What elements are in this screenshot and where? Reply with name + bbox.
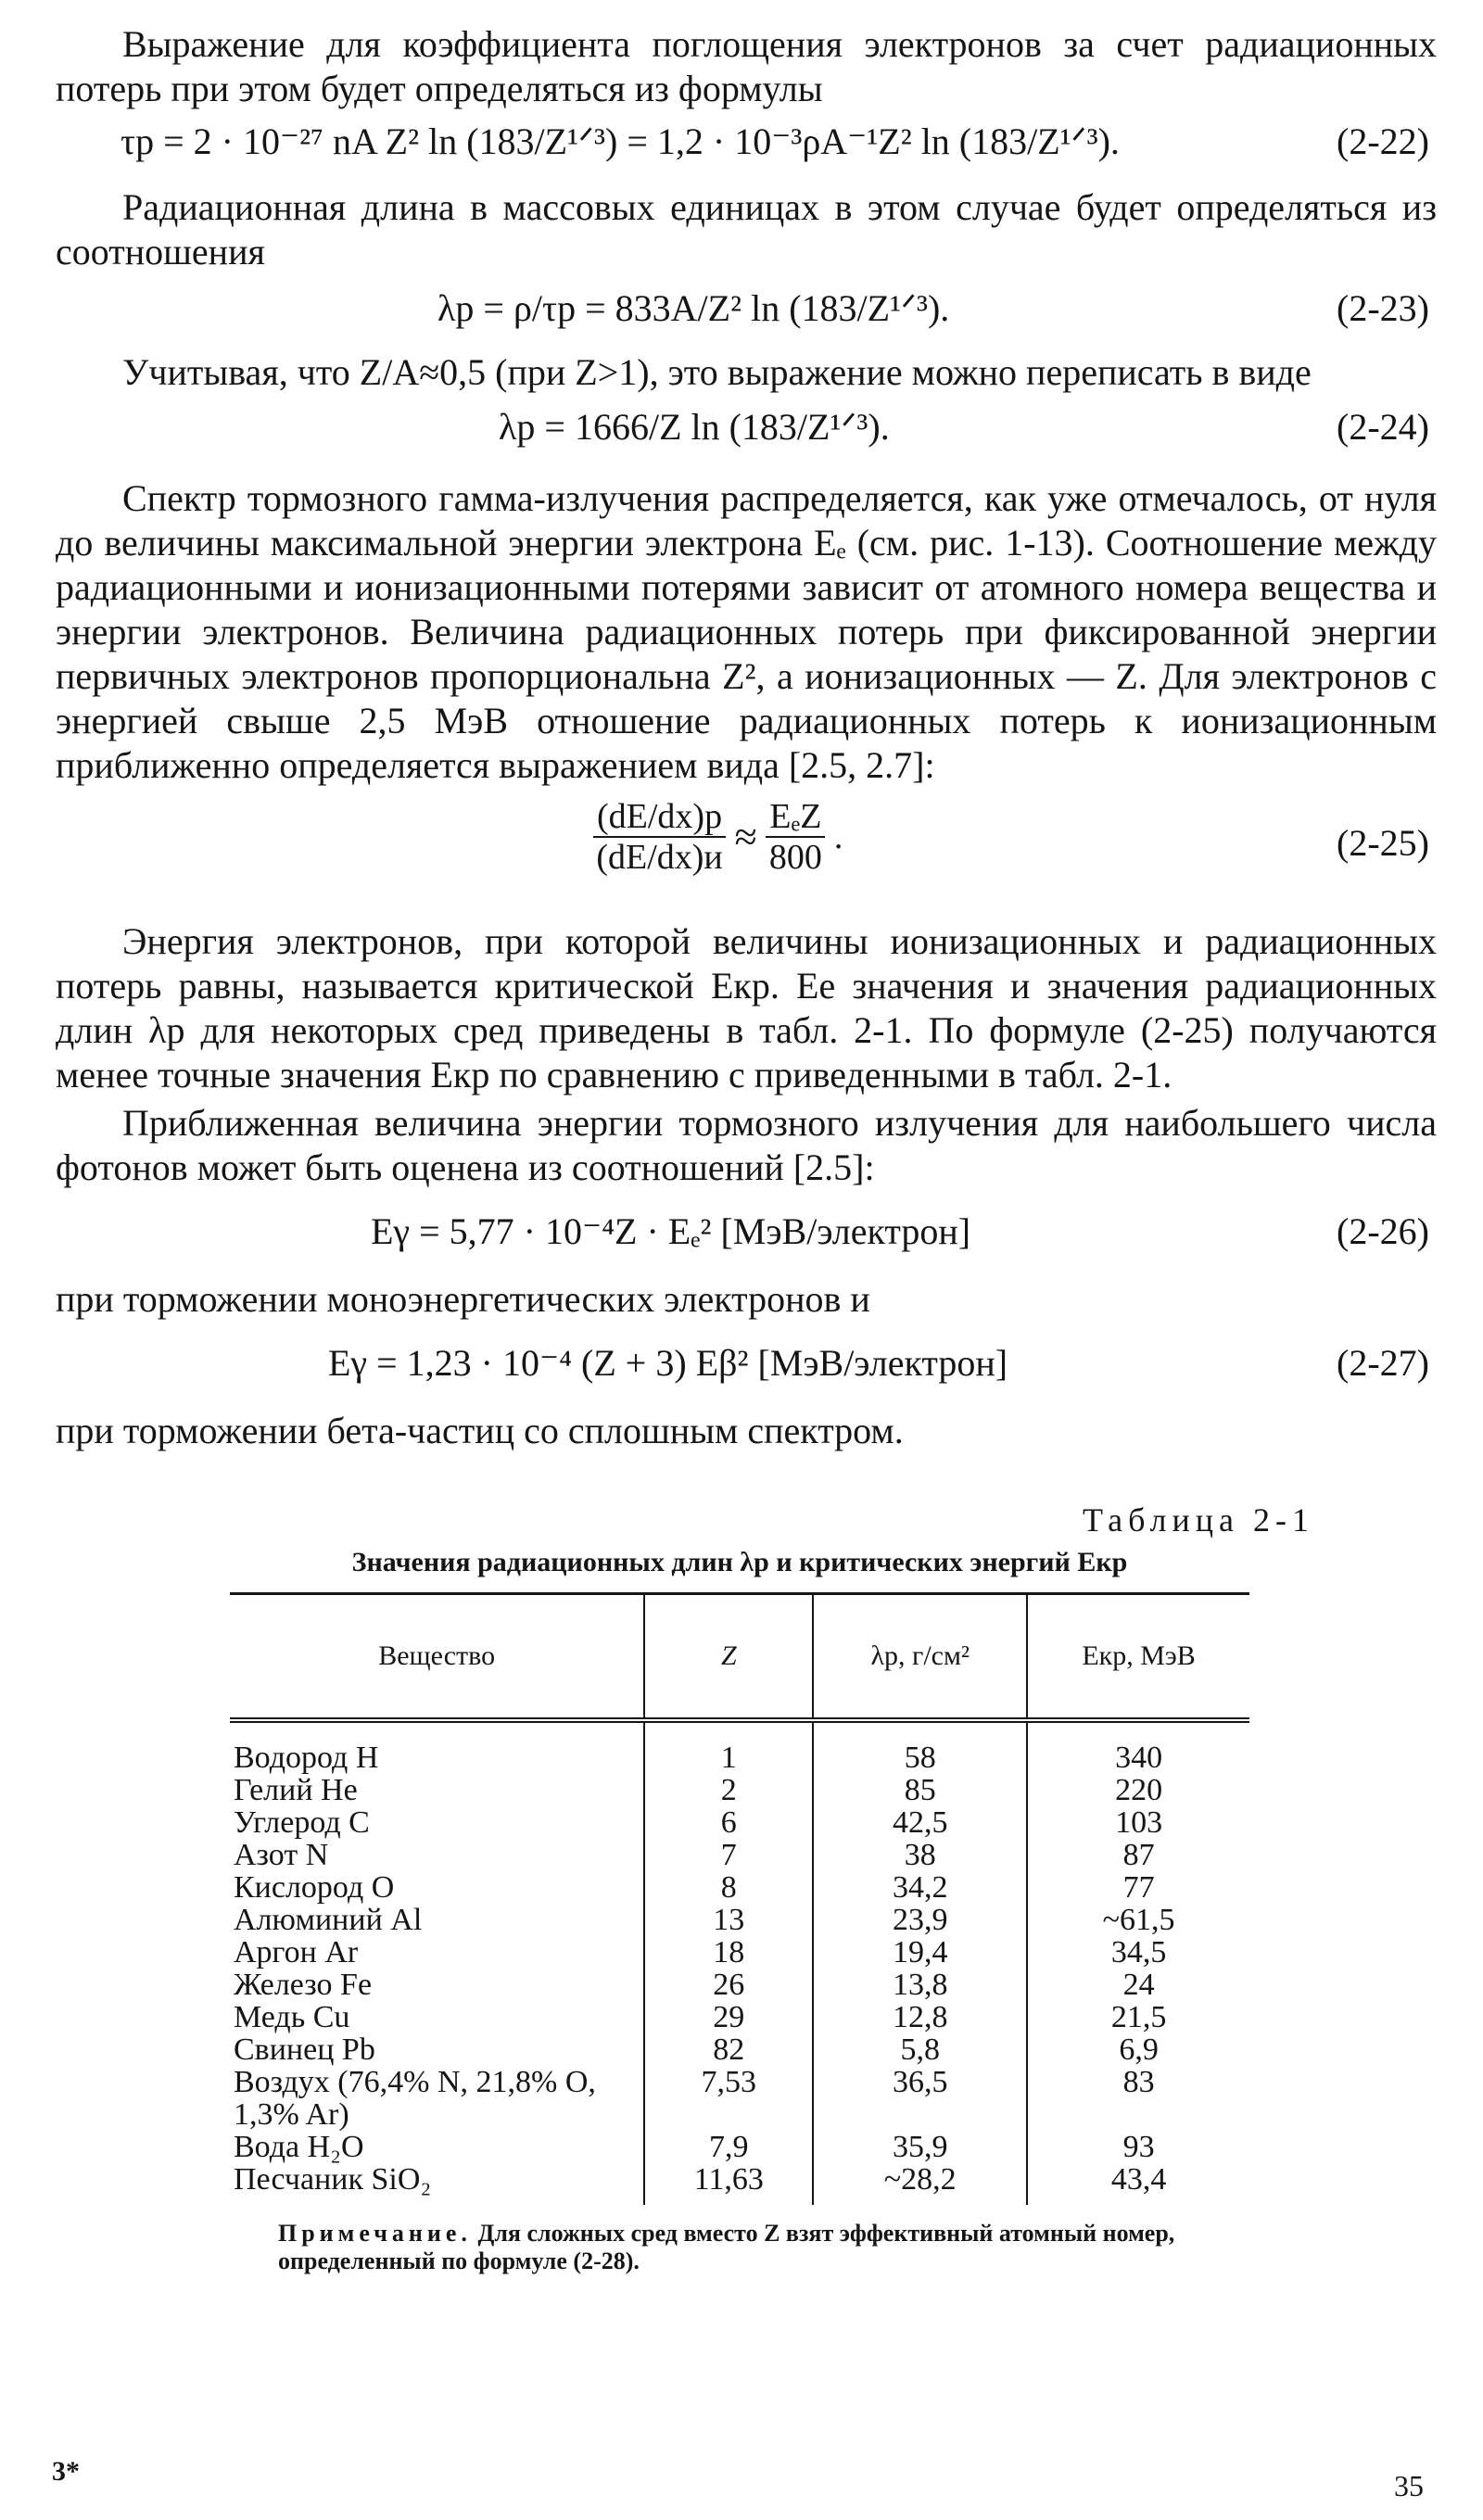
cell-z: 11,63 [644, 2163, 813, 2196]
cell-substance: Водород H [234, 1741, 379, 1775]
equation-2-24-number: (2-24) [1337, 406, 1429, 448]
cell-lambda: ~28,2 [813, 2163, 1027, 2196]
cell-ecrit: 21,5 [1027, 2001, 1249, 2033]
equation-2-27-number: (2-27) [1337, 1342, 1429, 1384]
paragraph-8: при торможении бета-частиц со сплошным спектром. [56, 1410, 904, 1451]
cell-z: 6 [644, 1806, 813, 1839]
table-row [230, 2163, 1249, 2196]
signature-mark: 3* [52, 2456, 80, 2487]
equation-2-25-rhs-numerator: EₑZ [766, 797, 825, 838]
equation-2-26-number: (2-26) [1337, 1210, 1429, 1252]
cell-ecrit: 87 [1027, 1839, 1249, 1871]
paragraph-5: Энергия электронов, при которой величины ионизационных и радиационных потерь равны, называется критической Eкр. Ее значения и значения радиационных длин λр для некоторых сред приведены в табл. 2-1. По формуле (2-25) получаются менее точные значения Eкр по сравнению с приведенными в табл. 2-1. [56, 920, 1437, 1095]
cell-substance: Аргон Ar [234, 1935, 359, 1969]
cell-lambda: 36,5 [813, 2066, 1027, 2131]
equation-2-23-number: (2-23) [1337, 287, 1429, 329]
table-row [230, 1969, 1249, 2001]
table-row [230, 2066, 1249, 2131]
table-header-substance: Вещество [230, 1594, 644, 1721]
cell-lambda: 23,9 [813, 1904, 1027, 1936]
equation-2-22-body: τр = 2 · 10⁻²⁷ nA Z² ln (183/Z¹ᐟ³) = 1,2 · 10⁻³ρA⁻¹Z² ln (183/Z¹ᐟ³). [120, 120, 1120, 162]
table-row [230, 1904, 1249, 1936]
cell-lambda: 34,2 [813, 1871, 1027, 1904]
table-row [230, 1806, 1249, 1839]
cell-ecrit: ~61,5 [1027, 1904, 1249, 1936]
cell-z: 82 [644, 2033, 813, 2066]
page-number: 35 [1394, 2469, 1424, 2502]
cell-substance: Свинец Pb [234, 2032, 375, 2067]
table-label: Таблица 2-1 [1083, 1501, 1314, 1539]
equation-2-25-lhs-denominator: (dE/dx)и [596, 838, 723, 877]
cell-substance: Алюминий Al [234, 1903, 423, 1937]
paragraph-3: Учитывая, что Z/A≈0,5 (при Z>1), это выражение можно переписать в виде [122, 351, 1312, 393]
equation-2-25-number: (2-25) [1337, 822, 1429, 864]
cell-ecrit: 6,9 [1027, 2033, 1249, 2066]
table-row [230, 1741, 1249, 1774]
cell-substance: Медь Cu [234, 2000, 350, 2034]
paragraph-2: Радиационная длина в массовых единицах в этом случае будет определяться из соотношения [56, 186, 1437, 272]
cell-z: 8 [644, 1871, 813, 1904]
equation-2-25-approx-sign: ≈ [734, 814, 757, 860]
equation-2-25 [56, 793, 1437, 895]
cell-ecrit: 24 [1027, 1969, 1249, 2001]
paragraph-4: Спектр тормозного гамма-излучения распределяется, как уже отмечалось, от нуля до величины максимальной энергии электрона Eₑ (см. рис. 1-13). Соотношение между радиационными и ионизационными потерями зависит от атомного номера вещества и энергии электронов. Величина радиационных потерь при фиксированной энергии первичных электронов пропорциональна Z², а ионизационных — Z. Для электронов с энергией свыше 2,5 МэВ отношение радиационных потерь к ионизационным приближенно определяется выражением вида [2.5, 2.7]: [56, 477, 1437, 786]
equation-2-25-period: . [833, 817, 843, 856]
cell-ecrit: 340 [1027, 1741, 1249, 1774]
cell-ecrit: 83 [1027, 2066, 1249, 2131]
cell-lambda: 85 [813, 1774, 1027, 1806]
equation-2-26-body: Eγ = 5,77 · 10⁻⁴Z · Eₑ² [МэВ/электрон] [371, 1210, 971, 1252]
cell-ecrit: 103 [1027, 1806, 1249, 1839]
cell-z: 2 [644, 1774, 813, 1806]
cell-lambda: 58 [813, 1741, 1027, 1774]
table-row [230, 1871, 1249, 1904]
table-header-ecrit: Eкр, МэВ [1027, 1594, 1249, 1721]
paragraph-6: Приближенная величина энергии тормозного излучения для наибольшего числа фотонов может быть оценена из соотношений [2.5]: [56, 1102, 1437, 1188]
cell-z: 7,53 [644, 2066, 813, 2131]
equation-2-24 [56, 404, 1437, 450]
table-header-z-label: Z [720, 1640, 737, 1671]
equation-2-25-rhs-denominator: 800 [768, 838, 822, 877]
equation-2-22 [56, 119, 1437, 165]
cell-substance: Вода H₂O [234, 2130, 364, 2164]
table-note-label: Примечание. [278, 2220, 472, 2247]
cell-ecrit: 34,5 [1027, 1936, 1249, 1969]
table-row [230, 2131, 1249, 2163]
table-header-row [230, 1594, 1249, 1721]
paragraph-1: Выражение для коэффициента поглощения электронов за счет радиационных потерь при этом будет определяться из формулы [56, 23, 1437, 109]
cell-substance: Железо Fe [234, 1968, 373, 2002]
cell-lambda: 5,8 [813, 2033, 1027, 2066]
table-body [230, 1720, 1249, 2205]
equation-2-22-number: (2-22) [1337, 120, 1429, 162]
cell-substance: Азот N [234, 1838, 329, 1872]
cell-ecrit: 77 [1027, 1871, 1249, 1904]
equation-2-24-body: λр = 1666/Z ln (183/Z¹ᐟ³). [499, 406, 890, 448]
table-title: Значения радиационных длин λр и критических энергий Eкр [351, 1547, 1128, 1577]
equation-2-25-lhs-numerator: (dE/dx)р [593, 797, 726, 838]
paragraph-7: при торможении моноэнергетических электронов и [56, 1278, 870, 1320]
table-row [230, 1936, 1249, 1969]
cell-lambda: 13,8 [813, 1969, 1027, 2001]
table-row [230, 1774, 1249, 1806]
table-note-text: Для сложных сред вместо Z взят эффективный атомный номер, определенный по формуле (2-28). [278, 2220, 1175, 2274]
table-header-z [644, 1594, 813, 1721]
cell-lambda: 12,8 [813, 2001, 1027, 2033]
cell-z: 29 [644, 2001, 813, 2033]
cell-substance: Углерод C [234, 1805, 370, 1840]
cell-substance: Гелий He [234, 1773, 358, 1807]
cell-ecrit: 43,4 [1027, 2163, 1249, 2196]
cell-lambda: 19,4 [813, 1936, 1027, 1969]
cell-z: 1 [644, 1741, 813, 1774]
table-row [230, 2001, 1249, 2033]
data-table [230, 1592, 1249, 2205]
cell-substance: Кислород O [234, 1870, 395, 1905]
cell-ecrit: 93 [1027, 2131, 1249, 2163]
cell-lambda: 35,9 [813, 2131, 1027, 2163]
cell-substance: Песчаник SiO₂ [234, 2162, 432, 2197]
cell-z: 7,9 [644, 2131, 813, 2163]
cell-z: 26 [644, 1969, 813, 2001]
equation-2-27 [56, 1340, 1437, 1387]
equation-2-23 [56, 285, 1437, 332]
cell-z: 18 [644, 1936, 813, 1969]
equation-2-23-body: λр = ρ/τр = 833A/Z² ln (183/Z¹ᐟ³). [437, 287, 950, 329]
equation-2-25-rhs [766, 797, 825, 877]
table-note [278, 2220, 1242, 2275]
cell-substance: Воздух (76,4% N, 21,8% O, 1,3% Ar) [234, 2065, 596, 2132]
cell-ecrit: 220 [1027, 1774, 1249, 1806]
page [56, 19, 1437, 2275]
equation-2-27-body: Eγ = 1,23 · 10⁻⁴ (Z + 3) Eβ² [МэВ/электрон] [328, 1342, 1008, 1384]
equation-2-25-lhs [593, 797, 726, 877]
table-row [230, 2033, 1249, 2066]
table-header-lambda: λр, г/см² [813, 1594, 1027, 1721]
equation-2-26 [56, 1209, 1437, 1255]
cell-z: 7 [644, 1839, 813, 1871]
cell-z: 13 [644, 1904, 813, 1936]
cell-lambda: 38 [813, 1839, 1027, 1871]
cell-lambda: 42,5 [813, 1806, 1027, 1839]
table-row [230, 1839, 1249, 1871]
